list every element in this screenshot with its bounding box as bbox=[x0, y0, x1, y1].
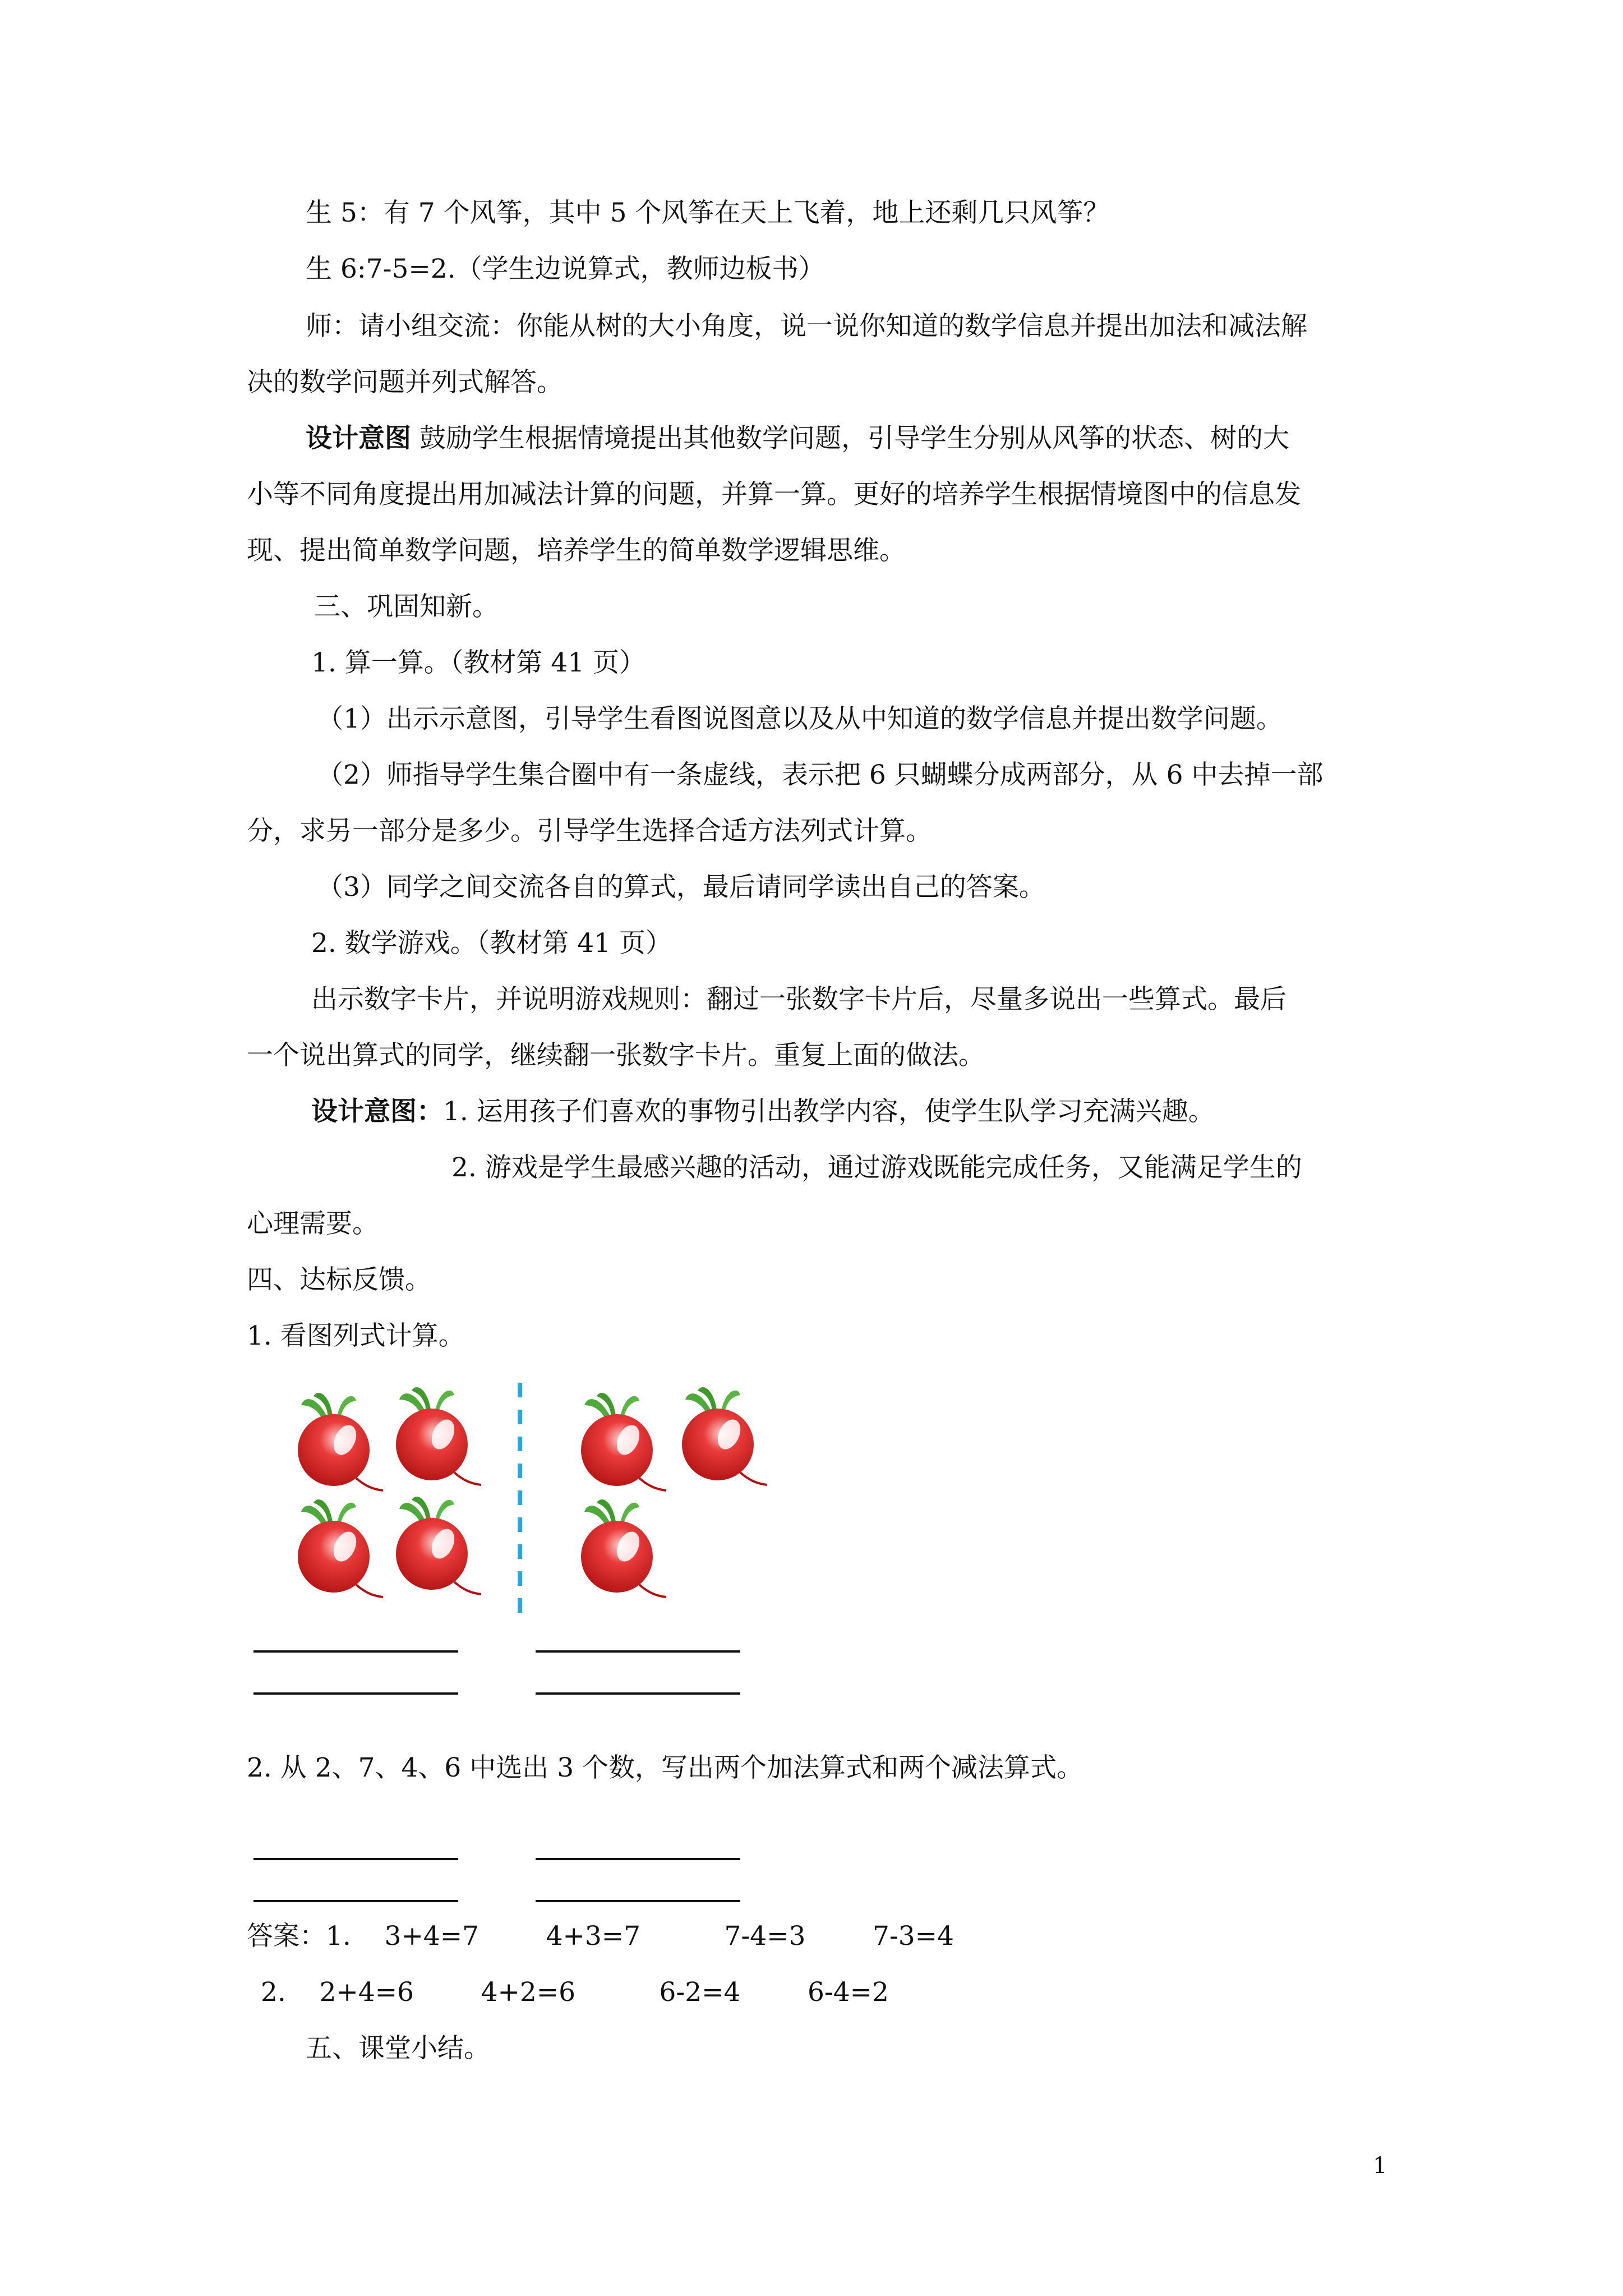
answer-blank bbox=[253, 1858, 458, 1860]
text-line: 分，求另一部分是多少。引导学生选择合适方法列式计算。 bbox=[247, 816, 932, 846]
text-line: 一个说出算式的同学，继续翻一张数字卡片。重复上面的做法。 bbox=[247, 1040, 985, 1071]
text-line: 出示数字卡片，并说明游戏规则：翻过一张数字卡片后，尽量多说出一些算式。最后 bbox=[311, 984, 1287, 1015]
design-intent-line bbox=[311, 1095, 1215, 1129]
text-line: 1. 算一算。（教材第 41 页） bbox=[311, 647, 645, 678]
text-line: 1. 看图列式计算。 bbox=[247, 1320, 465, 1351]
text-line: 心理需要。 bbox=[247, 1208, 379, 1239]
text-line: （3）同学之间交流各自的算式，最后请同学读出自己的答案。 bbox=[317, 872, 1045, 903]
answer-line: 答案：1. 3+4=7 4+3=7 7-4=3 7-3=4 bbox=[247, 1921, 954, 1952]
page-number: 1 bbox=[1373, 2153, 1387, 2179]
answer-blank bbox=[253, 1650, 458, 1653]
text-line: 生 6:7-5=2.（学生边说算式，教师边板书） bbox=[306, 254, 825, 284]
design-intent-label: 设计意图： bbox=[311, 1096, 443, 1127]
design-intent-text: 1. 运用孩子们喜欢的事物引出教学内容，使学生队学习充满兴趣。 bbox=[443, 1096, 1215, 1127]
text-line: 2. 从 2、7、4、6 中选出 3 个数，写出两个加法算式和两个减法算式。 bbox=[247, 1752, 1083, 1783]
text-line: 生 5：有 7 个风筝，其中 5 个风筝在天上飞着，地上还剩几只风筝？ bbox=[306, 197, 1110, 228]
answer-blank bbox=[536, 1692, 740, 1695]
radish-figure bbox=[272, 1374, 788, 1621]
text-line: （2）师指导学生集合圈中有一条虚线，表示把 6 只蝴蝶分成两部分，从 6 中去掉一部 bbox=[317, 760, 1324, 790]
answer-blank bbox=[536, 1900, 740, 1902]
answer-line: 2. 2+4=6 4+2=6 6-2=4 6-4=2 bbox=[261, 1977, 889, 2008]
answer-blank bbox=[253, 1900, 458, 1902]
text-line: 现、提出简单数学问题，培养学生的简单数学逻辑思维。 bbox=[247, 535, 906, 566]
section-heading: 五、课堂小结。 bbox=[306, 2033, 490, 2064]
design-intent-line bbox=[306, 422, 1289, 455]
text-line: 2. 游戏是学生最感兴趣的活动，通过游戏既能完成任务，又能满足学生的 bbox=[451, 1152, 1302, 1183]
text-line: 决的数学问题并列式解答。 bbox=[247, 367, 563, 398]
design-intent-text: 鼓励学生根据情境提出其他数学问题，引导学生分别从风筝的状态、树的大 bbox=[411, 423, 1289, 454]
design-intent-label: 设计意图 bbox=[306, 423, 411, 454]
section-heading: 四、达标反馈。 bbox=[247, 1264, 431, 1295]
text-line: （1）出示示意图，引导学生看图说图意以及从中知道的数学信息并提出数学问题。 bbox=[317, 703, 1283, 734]
answer-blank bbox=[536, 1858, 740, 1860]
text-line: 师：请小组交流：你能从树的大小角度，说一说你知道的数学信息并提出加法和减法解 bbox=[306, 311, 1307, 342]
answer-blank bbox=[253, 1692, 458, 1695]
text-line: 2. 数学游戏。（教材第 41 页） bbox=[311, 928, 672, 959]
section-heading: 三、巩固知新。 bbox=[314, 591, 499, 622]
answer-blank bbox=[536, 1650, 740, 1653]
text-line: 小等不同角度提出用加减法计算的问题，并算一算。更好的培养学生根据情境图中的信息发 bbox=[247, 479, 1301, 510]
